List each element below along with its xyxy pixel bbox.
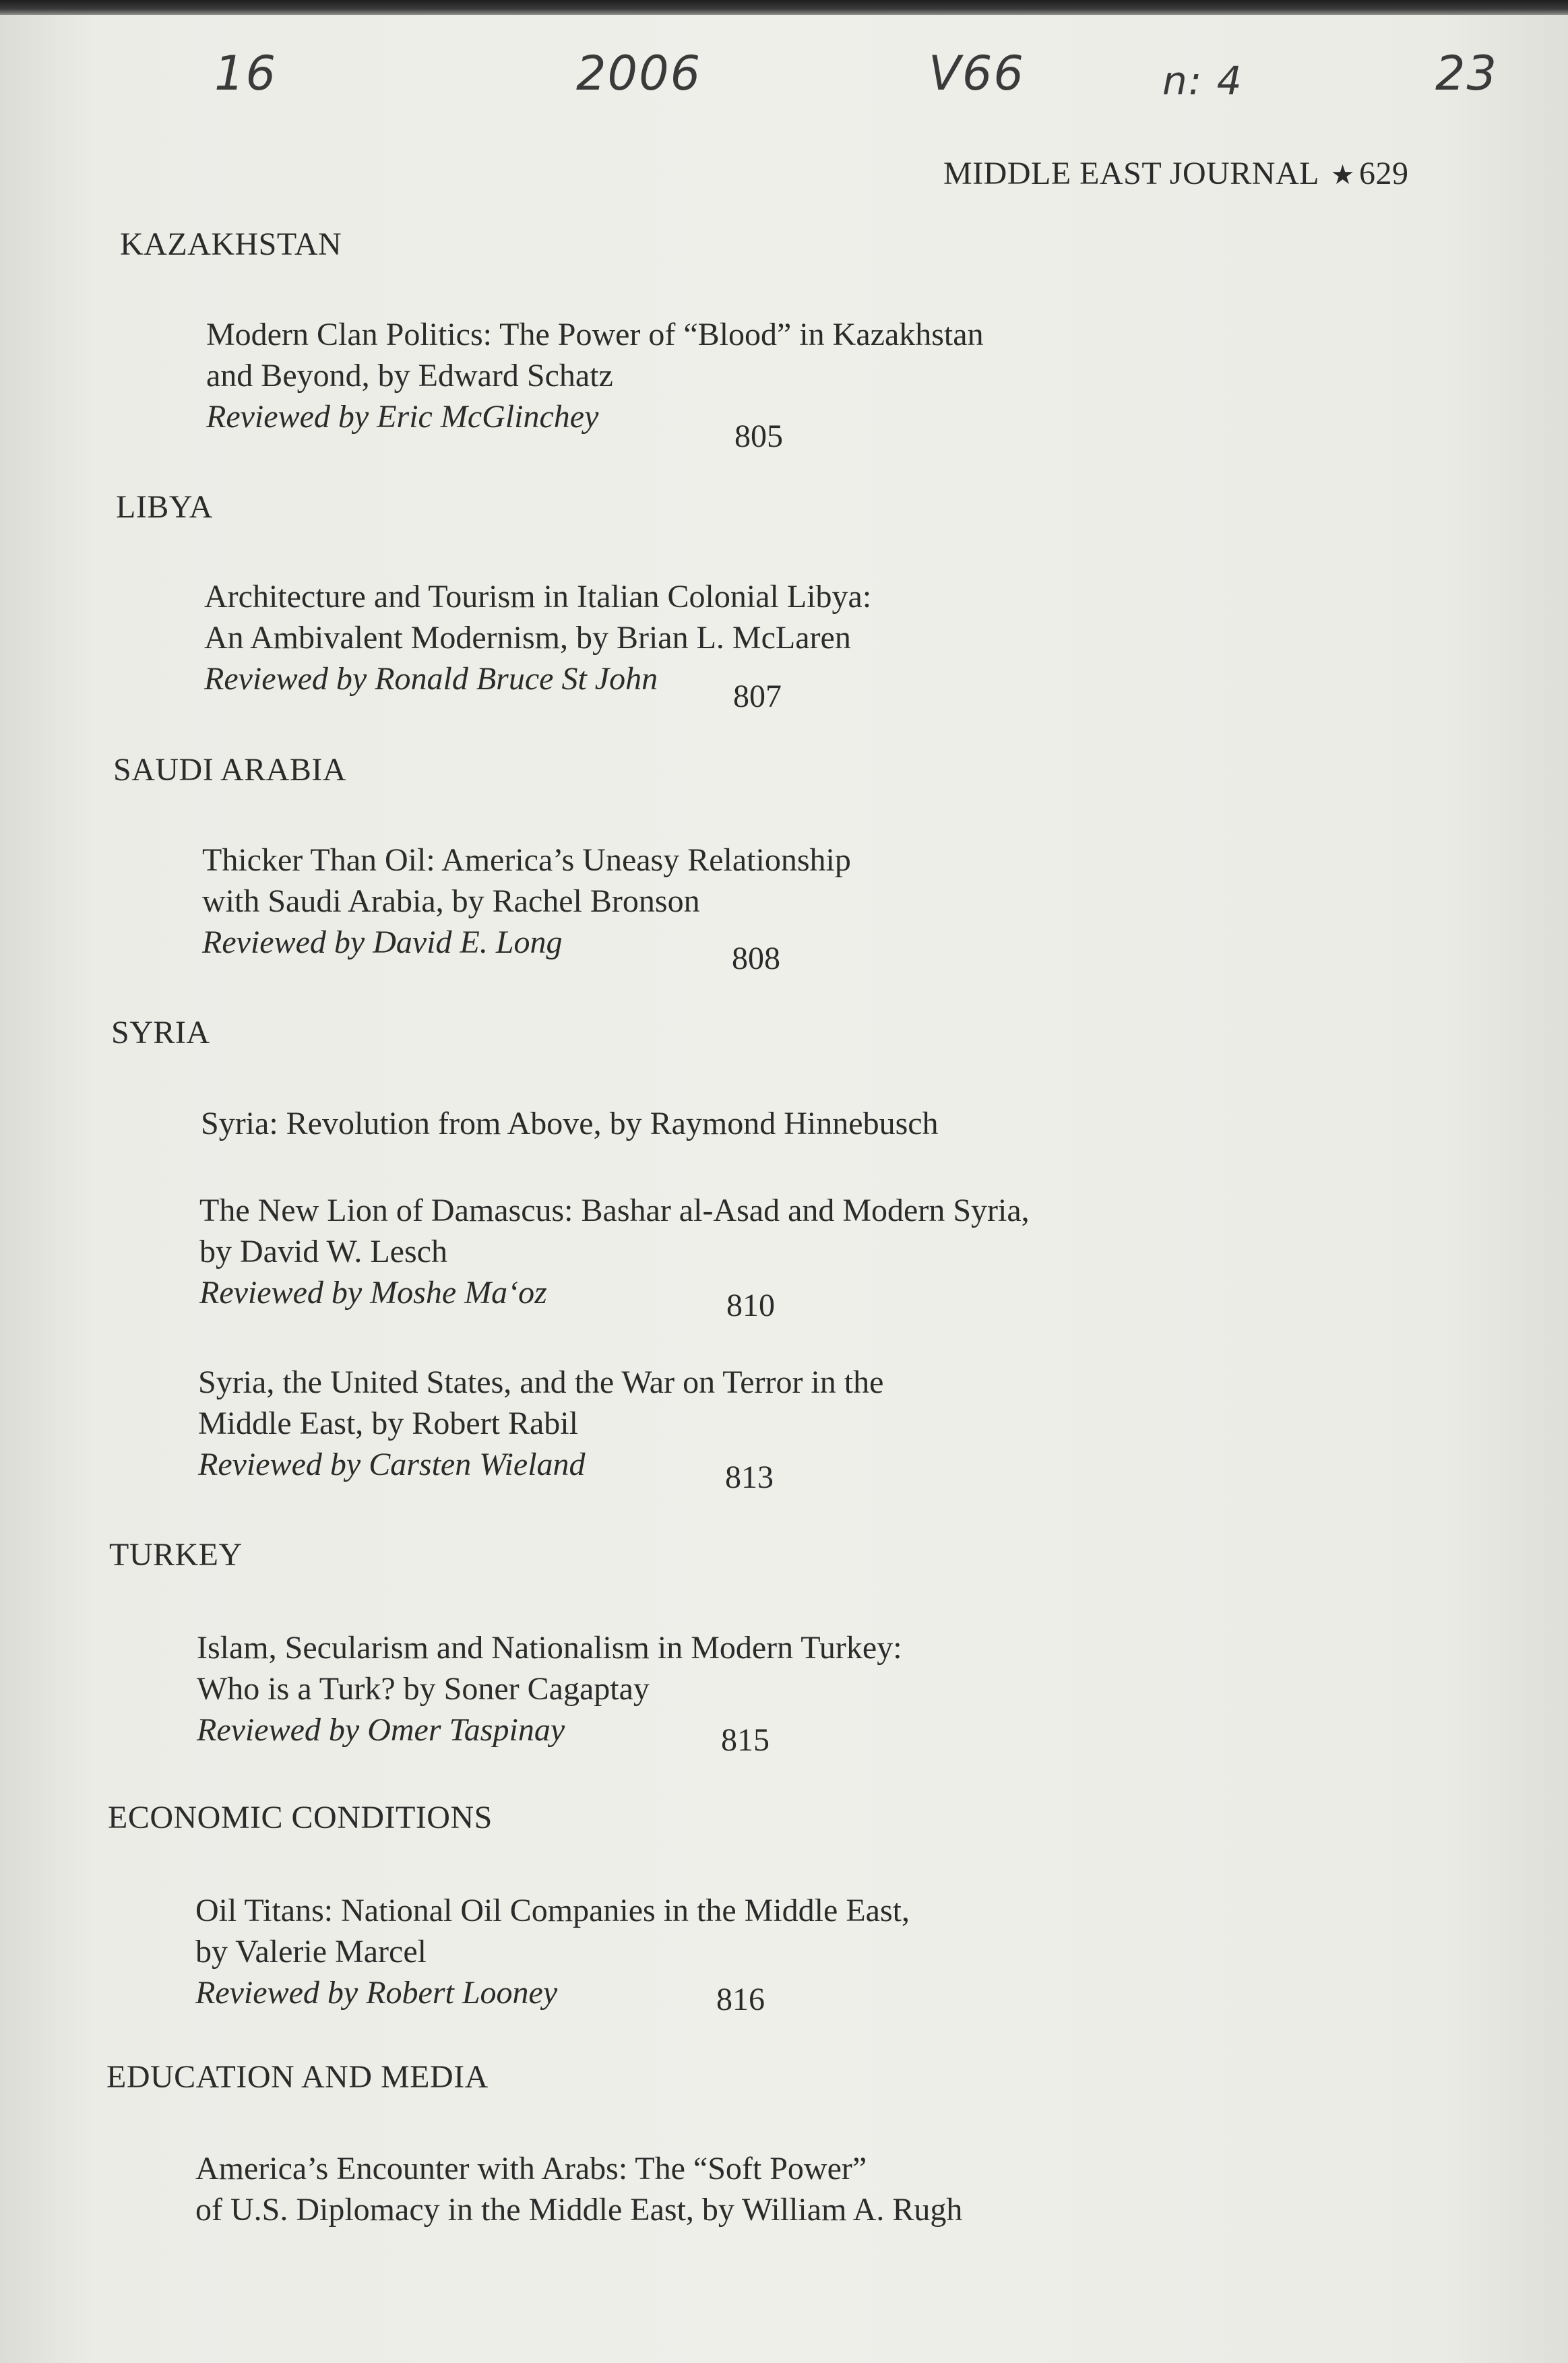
section-title: LIBYA (116, 489, 213, 525)
entry-title: Who is a Turk? by Soner Cagaptay (197, 1671, 650, 1707)
entry-title: with Saudi Arabia, by Rachel Bronson (202, 883, 700, 919)
handwritten-annotation (0, 46, 1568, 147)
journal-name: MIDDLE EAST JOURNAL (943, 156, 1319, 191)
entry-title: The New Lion of Damascus: Bashar al-Asad and Modern Syria, (199, 1193, 1030, 1228)
toc-entry (199, 1190, 1030, 1313)
entry-reviewer: Reviewed by Robert Looney (195, 1975, 558, 2011)
section-title: SAUDI ARABIA (113, 752, 347, 788)
entry-title: An Ambivalent Modernism, by Brian L. McLaren (204, 620, 851, 656)
section-title: ECONOMIC CONDITIONS (108, 1800, 493, 1835)
entry-reviewer: Reviewed by David E. Long (202, 924, 563, 960)
section-title: SYRIA (111, 1015, 210, 1050)
entry-title: Oil Titans: National Oil Companies in the Middle East, (195, 1893, 910, 1928)
entry-title: Islam, Secularism and Nationalism in Modern Turkey: (197, 1630, 902, 1666)
entry-page: 816 (716, 1982, 765, 2017)
toc-entry (195, 2148, 962, 2230)
scan-edge (0, 0, 1568, 15)
toc-entry (197, 1627, 902, 1751)
entry-title: Middle East, by Robert Rabil (198, 1406, 578, 1441)
entry-reviewer: Reviewed by Ronald Bruce St John (204, 661, 658, 697)
entry-title: Syria, the United States, and the War on Terror in the (198, 1364, 884, 1400)
section-title: EDUCATION AND MEDIA (106, 2059, 489, 2095)
handwritten-volume: V66 (929, 46, 1025, 101)
entry-reviewer: Reviewed by Omer Taspinay (197, 1712, 565, 1748)
section-title: KAZAKHSTAN (120, 226, 342, 262)
star-icon: ★ (1330, 160, 1356, 190)
entry-title: America’s Encounter with Arabs: The “Soft Power” (195, 2151, 867, 2186)
entry-title: Thicker Than Oil: America’s Uneasy Relationship (202, 842, 851, 878)
page-number: 629 (1359, 156, 1409, 191)
entry-title: by David W. Lesch (199, 1234, 447, 1269)
handwritten-number: 16 (214, 46, 278, 101)
entry-title: by Valerie Marcel (195, 1934, 427, 1970)
entry-title: Architecture and Tourism in Italian Colonial Libya: (204, 579, 872, 615)
toc-entry (201, 1103, 939, 1144)
entry-reviewer: Reviewed by Moshe Ma‘oz (199, 1275, 547, 1311)
entry-page: 810 (726, 1288, 775, 1323)
entry-page: 813 (725, 1459, 774, 1495)
entry-page: 807 (733, 679, 782, 714)
entry-title: and Beyond, by Edward Schatz (206, 358, 613, 393)
handwritten-issue: n: 4 (1162, 58, 1243, 104)
entry-title: Syria: Revolution from Above, by Raymond Hinnebusch (201, 1106, 939, 1141)
toc-entry (206, 314, 984, 437)
handwritten-year: 2006 (576, 46, 702, 101)
entry-title: Modern Clan Politics: The Power of “Blood” in Kazakhstan (206, 317, 984, 352)
running-head (943, 155, 1409, 192)
toc-entry (195, 1890, 910, 2013)
section-title: TURKEY (109, 1537, 243, 1573)
entry-title: of U.S. Diplomacy in the Middle East, by William A. Rugh (195, 2192, 963, 2228)
entry-page: 805 (734, 418, 783, 454)
entry-page: 815 (721, 1722, 770, 1758)
entry-page: 808 (732, 941, 780, 976)
entry-reviewer: Reviewed by Carsten Wieland (198, 1447, 586, 1482)
toc-entry (198, 1362, 883, 1485)
entry-reviewer: Reviewed by Eric McGlinchey (206, 399, 599, 435)
handwritten-count: 23 (1435, 46, 1499, 101)
